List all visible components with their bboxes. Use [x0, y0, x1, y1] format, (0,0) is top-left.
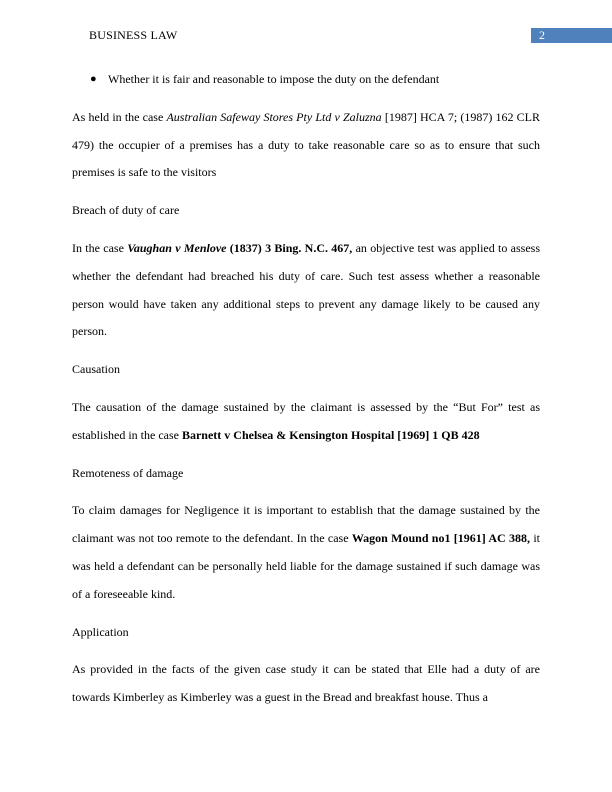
paragraph-causation	[72, 394, 540, 450]
p2-rest: an objective test was applied to assess whether the defendant had breached his duty of care. Such test assess whether a reasonable person would have taken any additional steps to prevent any damage likely to be caused any person.	[72, 240, 541, 339]
p1-rest: [1987] HCA 7; (1987) 162 CLR 479) the occupier of a premises has a duty to take reasonable care so as to ensure that such premises is safe to the visitors	[72, 109, 541, 180]
bullet-dot-icon: ●	[90, 73, 97, 85]
p4-lead: To claim damages for Negligence it is important to establish that the damage sustained by the claimant was not too remote to the defendant. In the case	[72, 503, 540, 546]
paragraph-application: As provided in the facts of the given case study it can be stated that Elle had a duty of are towards Kimberley as Kimberley was a guest in the Bread and breakfast house. Thus a	[72, 662, 540, 705]
heading-causation: Causation	[72, 362, 120, 377]
p4-case-name: Wagon Mound no1 [1961] AC 388,	[351, 531, 531, 546]
p3-case-name: Barnett v Chelsea & Kensington Hospital [1969] 1 QB 428	[181, 427, 480, 442]
bullet-item	[72, 66, 540, 94]
p4-rest: it was held a defendant can be personally held liable for the damage sustained if such damage was of a foreseeable kind.	[72, 531, 540, 601]
p2-citation: (1837) 3 Bing. N.C. 467,	[226, 240, 353, 255]
p3-lead: The causation of the damage sustained by the claimant is assessed by the “But For” test as established in the case	[72, 399, 540, 442]
p1-lead: As held in the case	[72, 109, 167, 124]
paragraph-remoteness	[72, 497, 540, 608]
document-body	[72, 66, 540, 712]
bullet-text: Whether it is fair and reasonable to impose the duty on the defendant	[108, 72, 440, 86]
page-number: 2	[531, 28, 612, 43]
paragraph-breach	[72, 235, 540, 346]
p1-case-name: Australian Safeway Stores Pty Ltd v Zaluzna	[166, 109, 382, 124]
heading-application: Application	[72, 624, 129, 639]
heading-breach: Breach of duty of care	[72, 203, 180, 218]
header-title: BUSINESS LAW	[89, 28, 178, 42]
heading-remoteness: Remoteness of damage	[72, 465, 184, 480]
paragraph-duty-case	[72, 104, 540, 187]
p2-case-name: Vaughan v Menlove	[127, 240, 227, 255]
p2-lead: In the case	[72, 240, 128, 255]
